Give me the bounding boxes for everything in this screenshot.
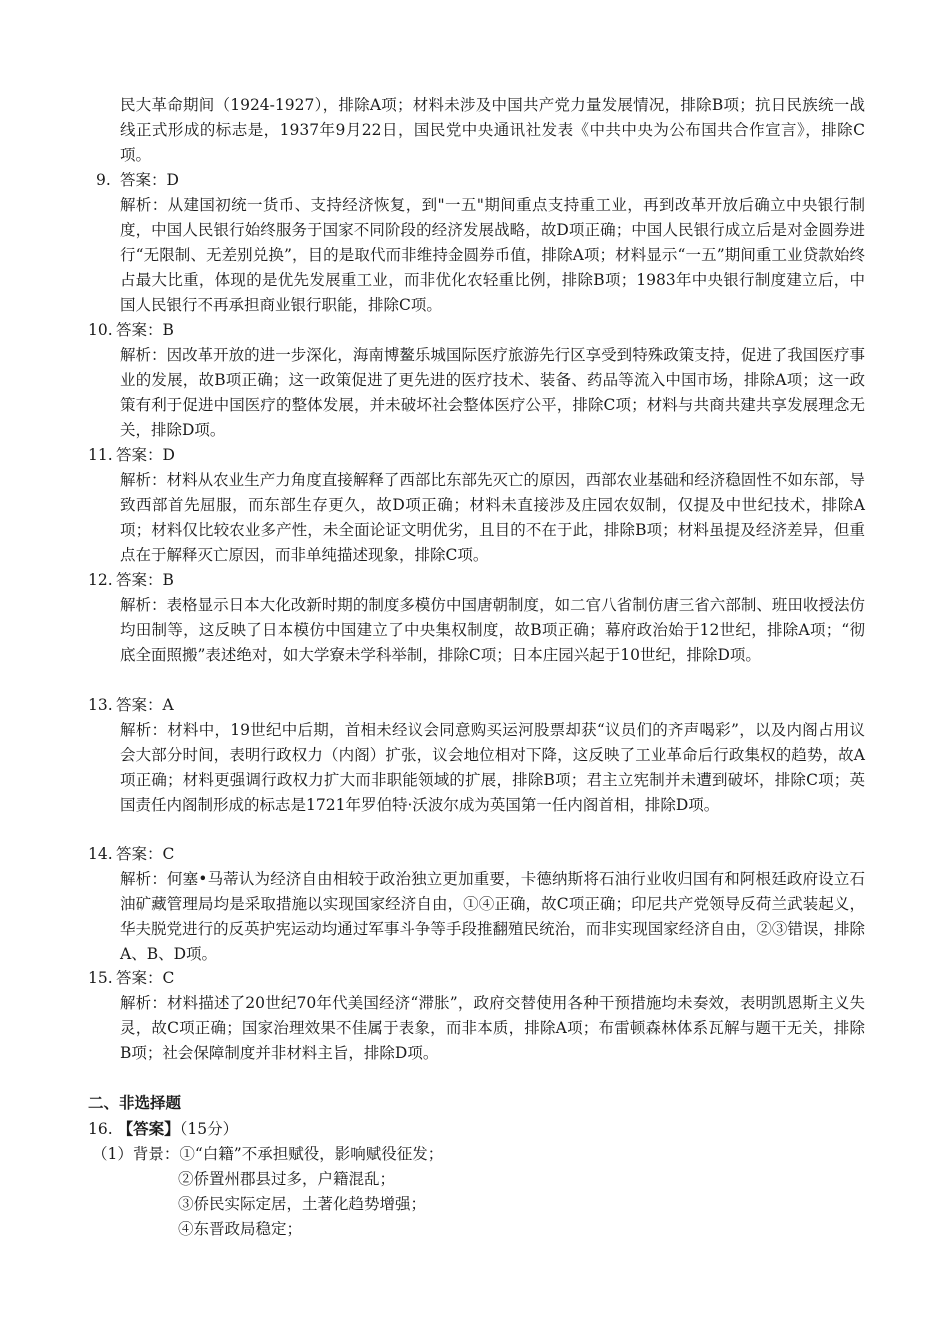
analysis-paragraph: 解析：材料从农业生产力角度直接解释了西部比东部先灭亡的原因，西部农业基础和经济稳固性不如东部，导致西部首先屈服，而东部生存更久，故D项正确；材料未直接涉及庄园农奴制，仅提及中世纪技术，排除A项；材料仅比较农业多产性，未全面论证文明优劣，且目的不在于此，排除B项；材料虽提及经济差异，但重点在于解释灭亡原因，而非单纯描述现象，排除C项。 — [120, 471, 865, 564]
point-item: ①“白籍”不承担赋役，影响赋役征发； — [179, 1145, 444, 1163]
answer-label: 【答案】 — [117, 1119, 180, 1138]
answer-line: 答案：D — [120, 171, 179, 189]
question-number: 13. — [88, 696, 113, 714]
analysis-paragraph: 解析：材料描述了20世纪70年代美国经济“滞胀”，政府交替使用各种干预措施均未奏效，表明凯恩斯主义失灵，故C项正确；国家治理效果不佳属于表象，而非本质，排除A项；布雷顿森林体系瓦解与题干无关，排除B项；社会保障制度并非材料主旨，排除D项。 — [120, 994, 865, 1062]
answer-line: 答案：A — [116, 696, 174, 714]
question-number: 15. — [88, 969, 113, 987]
q16-header — [88, 1116, 238, 1142]
question-number: 14. — [88, 845, 113, 863]
answer-line: 答案：B — [116, 321, 174, 339]
analysis-paragraph: 解析：表格显示日本大化改新时期的制度多模仿中国唐朝制度，如二官八省制仿唐三省六部制、班田收授法仿均田制等，这反映了日本模仿中国建立了中央集权制度，故B项正确；幕府政治始于12世纪，排除A项；“彻底全面照搬”表述绝对，如大学寮未学科举制，排除C项；日本庄园兴起于10世纪，排除D项。 — [120, 596, 865, 664]
question-number: 11. — [88, 446, 113, 464]
question-number: 9. — [96, 171, 111, 189]
question-number: 10. — [88, 321, 113, 339]
answer-line: 答案：D — [116, 446, 175, 464]
analysis-paragraph: 解析：因改革开放的进一步深化，海南博鳌乐城国际医疗旅游先行区享受到特殊政策支持，促进了我国医疗事业的发展，故B项正确；这一政策促进了更先进的医疗技术、装备、药品等流入中国市场，排除A项；这一政策有利于促进中国医疗的整体发展，并未破坏社会整体医疗公平，排除C项；材料与共商共建共享发展理念无关，排除D项。 — [120, 346, 865, 439]
question-number: 16. — [88, 1120, 113, 1138]
analysis-paragraph: 解析：何塞•马蒂认为经济自由相较于政治独立更加重要，卡德纳斯将石油行业收归国有和阿根廷政府设立石油矿藏管理局均是采取措施以实现国家经济自由，①④正确，故C项正确；印尼共产党领导反荷兰武装起义，华夫脱党进行的反英护宪运动均通过军事斗争等手段推翻殖民统治，而非实现国家经济自由，②③错误，排除A、B、D项。 — [120, 870, 865, 963]
analysis-paragraph: 解析：材料中，19世纪中后期，首相未经议会同意购买运河股票却获“议员们的齐声喝彩”，以及内阁占用议会大部分时间，表明行政权力（内阁）扩张，议会地位相对下降，这反映了工业革命后行政集权的趋势，故A项正确；材料更强调行政权力扩大而非职能领域的扩展，排除B项；君主立宪制并未遭到破坏，排除C项；英国责任内阁制形成的标志是1721年罗伯特·沃波尔成为英国第一任内阁首相，排除D项。 — [120, 721, 865, 814]
answer-line: 答案：B — [116, 571, 174, 589]
analysis-paragraph: 解析：从建国初统一货币、支持经济恢复，到"一五"期间重点支持重工业，再到改革开放后确立中央银行制度，中国人民银行始终服务于国家不同阶段的经济发展战略，故D项正确；中国人民银行成立后是对金圆券进行“无限制、无差别兑换”，目的是取代而非维持金圆券币值，排除A项；材料显示“一五”期间重工业贷款始终占最大比重，体现的是优先发展重工业，而非优化农轻重比例，排除B项；1983年中央银行制度建立后，中国人民银行不再承担商业银行职能，排除C项。 — [120, 196, 865, 314]
sub-question-label: （1）背景： — [92, 1145, 180, 1163]
section-title: 二、非选择题 — [88, 1094, 182, 1112]
answer-line: 答案：C — [116, 845, 175, 863]
score-label: （15分） — [179, 1120, 239, 1138]
point-item: ④东晋政局稳定； — [178, 1220, 303, 1238]
answer-line: 答案：C — [116, 969, 175, 987]
q16-sub1 — [92, 1142, 443, 1167]
intro-paragraph: 民大革命期间（1924-1927），排除A项；材料未涉及中国共产党力量发展情况，排除B项；抗日民族统一战线正式形成的标志是，1937年9月22日，国民党中央通讯社发表《中共中央为公布国共合作宣言》，排除C项。 — [120, 96, 865, 164]
point-item: ③侨民实际定居，土著化趋势增强； — [178, 1195, 427, 1213]
question-number: 12. — [88, 571, 113, 589]
point-item: ②侨置州郡县过多，户籍混乱； — [178, 1170, 396, 1188]
